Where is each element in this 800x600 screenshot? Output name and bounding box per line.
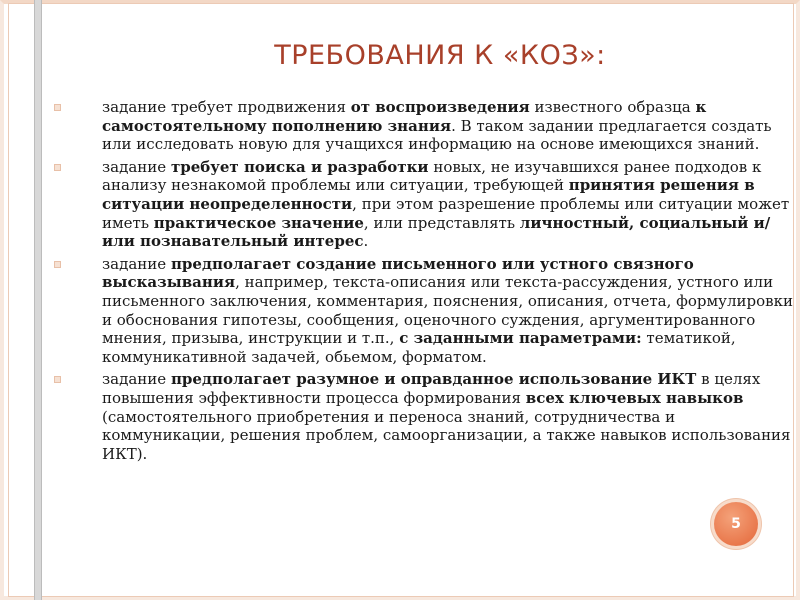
bullet-list: [54, 98, 794, 467]
bullet-bold-text: всех ключевых навыков: [525, 388, 744, 407]
bullet-item: [54, 370, 794, 463]
bullet-bold-text: к самостоятельному пополнению знания: [102, 98, 707, 135]
bullet-bold-text: от воспроизведения: [350, 98, 530, 116]
left-decorative-bar: [34, 0, 42, 600]
bullet-bold-text: требует поиска и разработки: [170, 157, 429, 176]
bullet-text: известного образца: [529, 98, 696, 116]
bullet-text: .: [363, 232, 369, 251]
bullet-text: в целях повышения эффективности процесса формирования: [102, 370, 761, 407]
bullet-item: [54, 255, 794, 367]
bullet-item: [54, 158, 794, 251]
slide-title: ТРЕБОВАНИЯ К «КОЗ»:: [274, 40, 606, 71]
bullet-text: (самостоятельного приобретения и переноса знаний, сотрудничества и коммуникации, решения проблем, самоорганизации, а также навыков использования ИКТ).: [102, 407, 791, 463]
bullet-bold-text: практическое значение: [153, 213, 364, 232]
small-square-bullet-icon: [54, 164, 61, 171]
bullet-text: задание: [102, 157, 171, 176]
small-square-bullet-icon: [54, 104, 61, 111]
bullet-text: тематикой, коммуникативной задачей, обьемом, форматом.: [102, 329, 736, 366]
small-square-bullet-icon: [54, 261, 61, 268]
bullet-text: . В таком задании предлагается создать или исследовать новую для учащихся информацию на основе имеющихся знаний.: [102, 116, 772, 154]
bullet-bold-text: принятия решения в ситуации неопределенности: [102, 176, 755, 213]
bullet-text: , например, текста-описания или текста-рассуждения, устного или письменного заключения, комментария, пояснения, описания, отчета, формулировки и обоснования гипотезы, сообщения, оценочного суждения, аргументированного мнения, призыва, инструкции и т.п.,: [102, 273, 793, 348]
bullet-text: задание: [102, 370, 171, 389]
bullet-text: , или представлять: [363, 213, 520, 232]
bullet-text: , при этом разрешение проблемы или ситуации может иметь: [102, 194, 790, 232]
page-number-badge: 5: [714, 502, 758, 546]
small-square-bullet-icon: [54, 376, 61, 383]
bullet-bold-text: личностный, социальный и/или познавательный интерес: [102, 213, 771, 251]
bullet-bold-text: предполагает создание письменного или устного связного высказывания: [102, 254, 694, 292]
bullet-bold-text: предполагает разумное и оправданное использование ИКТ: [170, 370, 697, 389]
bullet-item: [54, 98, 794, 154]
bullet-text: задание: [102, 254, 171, 273]
bullet-text: новых, не изучавшихся ранее подходов к анализу незнакомой проблемы или ситуации, требующей: [102, 157, 762, 195]
bullet-bold-text: с заданными параметрами:: [399, 329, 642, 348]
bullet-text: задание требует продвижения: [102, 98, 351, 116]
